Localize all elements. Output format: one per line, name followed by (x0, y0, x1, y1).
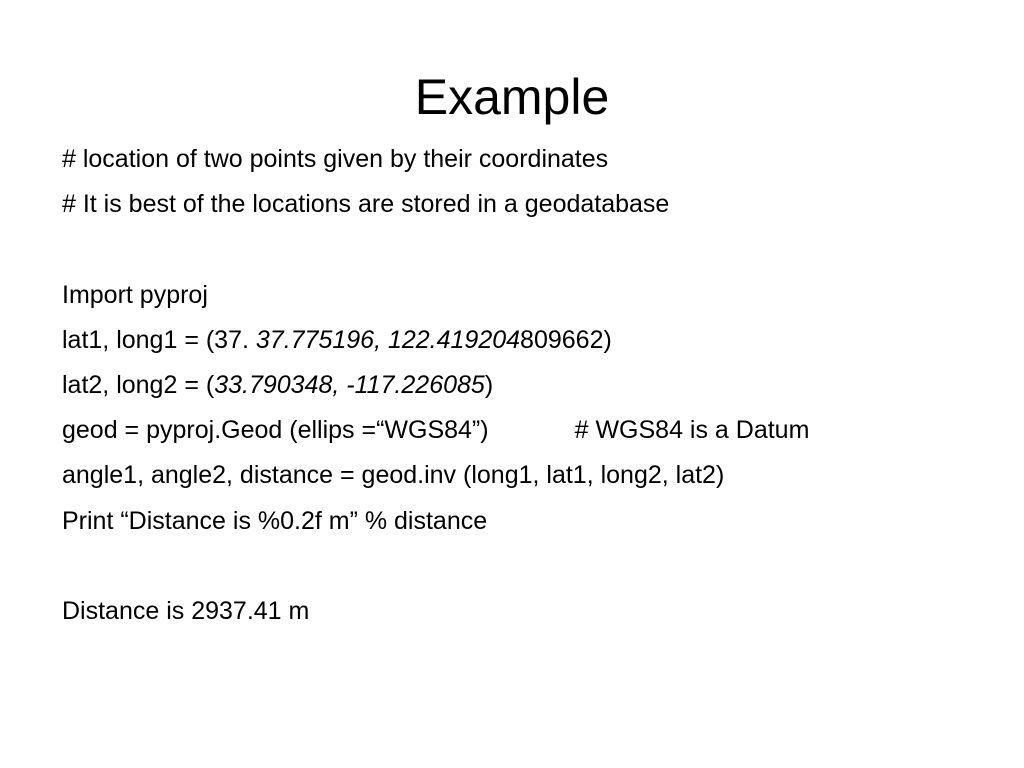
lat2-line (62, 363, 1002, 408)
print-line: Print “Distance is %0.2f m” % distance (62, 506, 488, 535)
lat1-line-prefix: lat1, long1 = (37. (62, 325, 256, 354)
geod-line-comment: # WGS84 is a Datum (574, 416, 810, 445)
import-line: Import pyproj (62, 280, 208, 309)
comment-line-2: # It is best of the locations are stored in a geodatabase (62, 190, 670, 219)
geod-line (62, 408, 1002, 453)
lat2-line-italic: 33.790348, -117.226085 (214, 370, 485, 399)
lat1-line (62, 318, 1002, 363)
comment-line-1: # location of two points given by their coordinates (62, 145, 609, 173)
slide-body (62, 137, 1002, 634)
inv-line: angle1, angle2, distance = geod.inv (long1, lat1, long2, lat2) (62, 461, 725, 490)
blank-line (62, 227, 1002, 272)
lat2-line-prefix: lat2, long2 = ( (62, 370, 215, 399)
blank-line (62, 544, 1002, 589)
lat1-line-italic: 37.775196, 122.419204 (255, 325, 521, 354)
geod-line-code: geod = pyproj.Geod (ellips =“WGS84”) (62, 416, 489, 445)
lat2-line-suffix: ) (484, 370, 494, 399)
lat1-line-suffix: 809662) (520, 325, 612, 354)
slide-title: Example (414, 69, 610, 125)
output-line: Distance is 2937.41 m (62, 596, 310, 625)
